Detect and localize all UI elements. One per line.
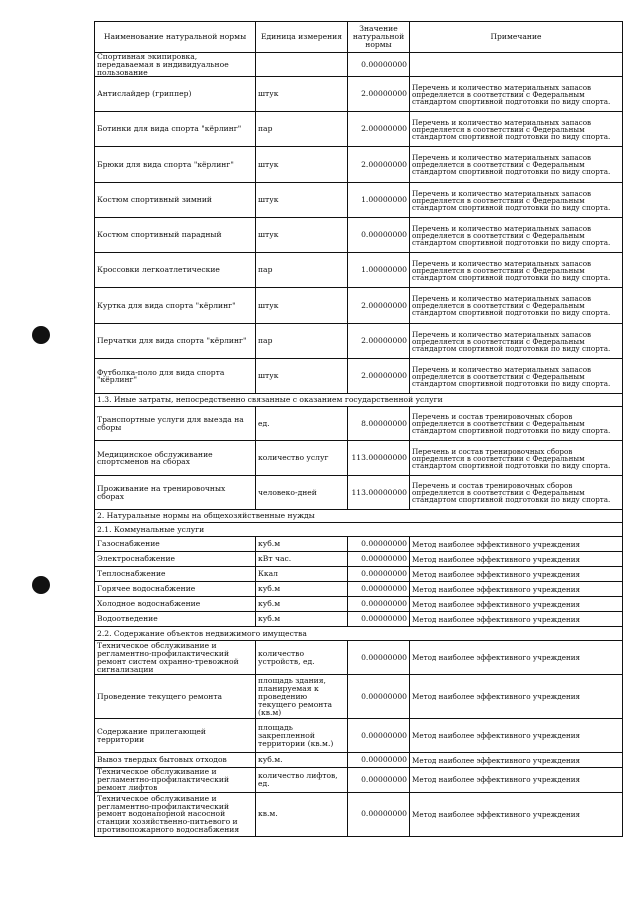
cell-unit: штук <box>256 147 348 183</box>
cell-value: 2.00000000 <box>348 359 410 394</box>
cell-note: Метод наиболее эффективного учреждения <box>410 675 623 719</box>
cell-value: 113.00000000 <box>348 441 410 476</box>
cell-unit: штук <box>256 77 348 112</box>
table-row <box>95 112 623 147</box>
cell-note: Метод наиболее эффективного учреждения <box>410 768 623 792</box>
cell-note: Перечень и состав тренировочных сборов определяется в соответствии с Федеральным стандартом спортивной подготовки по виду спорта. <box>410 407 623 441</box>
cell-unit: куб.м. <box>256 753 348 768</box>
cell-name: Футболка-поло для вида спорта "кёрлинг" <box>95 359 256 394</box>
cell-name: Транспортные услуги для выезда на сборы <box>95 407 256 441</box>
table-row <box>95 792 623 836</box>
cell-unit: пар <box>256 112 348 147</box>
cell-name: Холодное водоснабжение <box>95 597 256 612</box>
cell-unit <box>256 53 348 77</box>
cell-unit: человеко-дней <box>256 476 348 510</box>
cell-value: 2.00000000 <box>348 147 410 183</box>
cell-note: Метод наиболее эффективного учреждения <box>410 567 623 582</box>
cell-note: Перечень и количество материальных запасов определяется в соответствии с Федеральным стандартом спортивной подготовки по виду спорта. <box>410 77 623 112</box>
cell-name: Газоснабжение <box>95 537 256 552</box>
cell-name: Куртка для вида спорта "кёрлинг" <box>95 288 256 324</box>
section-title: 2.1. Коммунальные услуги <box>95 523 623 537</box>
cell-name: Костюм спортивный зимний <box>95 183 256 218</box>
cell-name: Перчатки для вида спорта "кёрлинг" <box>95 324 256 359</box>
cell-value: 0.00000000 <box>348 612 410 627</box>
cell-unit: площадь здания, планируемая к проведению текущего ремонта (кв.м) <box>256 675 348 719</box>
cell-unit: пар <box>256 324 348 359</box>
section-row <box>95 523 623 537</box>
section-title: 2.2. Содержание объектов недвижимого имущества <box>95 627 623 641</box>
cell-name: Медицинское обслуживание спортсменов на сборах <box>95 441 256 476</box>
cell-value: 0.00000000 <box>348 675 410 719</box>
table-row <box>95 537 623 552</box>
header-name: Наименование натуральной нормы <box>95 22 256 53</box>
table-row <box>95 567 623 582</box>
section-row <box>95 627 623 641</box>
punch-hole-top <box>32 326 50 344</box>
section-row <box>95 510 623 523</box>
cell-unit: количество лифтов, ед. <box>256 768 348 792</box>
cell-note: Метод наиболее эффективного учреждения <box>410 537 623 552</box>
cell-value: 1.00000000 <box>348 183 410 218</box>
table-row <box>95 552 623 567</box>
table-row <box>95 183 623 218</box>
cell-unit: пар <box>256 253 348 288</box>
table-row <box>95 675 623 719</box>
cell-value: 0.00000000 <box>348 597 410 612</box>
cell-name: Водоотведение <box>95 612 256 627</box>
header-unit: Единица измерения <box>256 22 348 53</box>
table-row <box>95 597 623 612</box>
table-row <box>95 612 623 627</box>
norms-table <box>94 21 623 837</box>
cell-value: 0.00000000 <box>348 719 410 753</box>
header-row <box>95 22 623 53</box>
cell-name: Электроснабжение <box>95 552 256 567</box>
table-row <box>95 147 623 183</box>
cell-note: Метод наиболее эффективного учреждения <box>410 719 623 753</box>
cell-value: 0.00000000 <box>348 53 410 77</box>
cell-name: Вывоз твердых бытовых отходов <box>95 753 256 768</box>
cell-value: 113.00000000 <box>348 476 410 510</box>
cell-note: Метод наиболее эффективного учреждения <box>410 641 623 675</box>
cell-name: Проживание на тренировочных сборах <box>95 476 256 510</box>
cell-note: Метод наиболее эффективного учреждения <box>410 612 623 627</box>
cell-note: Перечень и количество материальных запасов определяется в соответствии с Федеральным стандартом спортивной подготовки по виду спорта. <box>410 183 623 218</box>
table-row <box>95 476 623 510</box>
table-row <box>95 77 623 112</box>
cell-note: Метод наиболее эффективного учреждения <box>410 597 623 612</box>
cell-unit: площадь закрепленной территории (кв.м.) <box>256 719 348 753</box>
table-row <box>95 53 623 77</box>
cell-value: 0.00000000 <box>348 552 410 567</box>
cell-unit: куб.м <box>256 537 348 552</box>
cell-name: Содержание прилегающей территории <box>95 719 256 753</box>
cell-name: Проведение текущего ремонта <box>95 675 256 719</box>
cell-value: 0.00000000 <box>348 218 410 253</box>
cell-unit: куб.м <box>256 597 348 612</box>
header-value: Значение натуральной нормы <box>348 22 410 53</box>
cell-name: Костюм спортивный парадный <box>95 218 256 253</box>
cell-unit: штук <box>256 183 348 218</box>
cell-note: Перечень и количество материальных запасов определяется в соответствии с Федеральным стандартом спортивной подготовки по виду спорта. <box>410 359 623 394</box>
table-row <box>95 768 623 792</box>
cell-note: Метод наиболее эффективного учреждения <box>410 753 623 768</box>
header-note: Примечание <box>410 22 623 53</box>
table-row <box>95 288 623 324</box>
cell-unit: количество услуг <box>256 441 348 476</box>
cell-value: 2.00000000 <box>348 288 410 324</box>
section-title: 2. Натуральные нормы на общехозяйственные нужды <box>95 510 623 523</box>
cell-name: Ботинки для вида спорта "кёрлинг" <box>95 112 256 147</box>
cell-note: Метод наиболее эффективного учреждения <box>410 582 623 597</box>
cell-unit: кВт час. <box>256 552 348 567</box>
cell-note: Метод наиболее эффективного учреждения <box>410 792 623 836</box>
cell-value: 2.00000000 <box>348 112 410 147</box>
cell-value: 0.00000000 <box>348 641 410 675</box>
cell-note: Перечень и количество материальных запасов определяется в соответствии с Федеральным стандартом спортивной подготовки по виду спорта. <box>410 218 623 253</box>
section-row <box>95 394 623 407</box>
table-row <box>95 324 623 359</box>
table-row <box>95 253 623 288</box>
cell-unit: ед. <box>256 407 348 441</box>
cell-value: 0.00000000 <box>348 792 410 836</box>
cell-value: 0.00000000 <box>348 753 410 768</box>
table-row <box>95 359 623 394</box>
cell-name: Техническое обслуживание и регламентно-профилактический ремонт систем охранно-тревожной сигнализации <box>95 641 256 675</box>
table-row <box>95 407 623 441</box>
table-row <box>95 218 623 253</box>
table-row <box>95 641 623 675</box>
cell-name: Горячее водоснабжение <box>95 582 256 597</box>
cell-name: Теплоснабжение <box>95 567 256 582</box>
cell-value: 2.00000000 <box>348 77 410 112</box>
cell-value: 8.00000000 <box>348 407 410 441</box>
cell-note: Перечень и состав тренировочных сборов определяется в соответствии с Федеральным стандартом спортивной подготовки по виду спорта. <box>410 476 623 510</box>
cell-note: Перечень и состав тренировочных сборов определяется в соответствии с Федеральным стандартом спортивной подготовки по виду спорта. <box>410 441 623 476</box>
cell-value: 0.00000000 <box>348 768 410 792</box>
cell-unit: Ккал <box>256 567 348 582</box>
cell-unit: штук <box>256 359 348 394</box>
cell-value: 0.00000000 <box>348 567 410 582</box>
table-row <box>95 582 623 597</box>
cell-note: Перечень и количество материальных запасов определяется в соответствии с Федеральным стандартом спортивной подготовки по виду спорта. <box>410 112 623 147</box>
cell-note: Перечень и количество материальных запасов определяется в соответствии с Федеральным стандартом спортивной подготовки по виду спорта. <box>410 147 623 183</box>
cell-value: 0.00000000 <box>348 537 410 552</box>
cell-unit: куб.м <box>256 612 348 627</box>
cell-unit: количество устройств, ед. <box>256 641 348 675</box>
punch-hole-bottom <box>32 576 50 594</box>
table-row <box>95 441 623 476</box>
cell-note <box>410 53 623 77</box>
section-title: 1.3. Иные затраты, непосредственно связанные с оказанием государственной услуги <box>95 394 623 407</box>
cell-name: Брюки для вида спорта "кёрлинг" <box>95 147 256 183</box>
cell-note: Метод наиболее эффективного учреждения <box>410 552 623 567</box>
cell-value: 1.00000000 <box>348 253 410 288</box>
cell-name: Спортивная экипировка, передаваемая в индивидуальное пользование <box>95 53 256 77</box>
cell-name: Техническое обслуживание и регламентно-профилактический ремонт водонапорной насосной станции хозяйственно-питьевого и противопожарного водоснабжения <box>95 792 256 836</box>
cell-unit: куб.м <box>256 582 348 597</box>
cell-value: 2.00000000 <box>348 324 410 359</box>
table-row <box>95 753 623 768</box>
cell-note: Перечень и количество материальных запасов определяется в соответствии с Федеральным стандартом спортивной подготовки по виду спорта. <box>410 288 623 324</box>
cell-note: Перечень и количество материальных запасов определяется в соответствии с Федеральным стандартом спортивной подготовки по виду спорта. <box>410 324 623 359</box>
cell-name: Кроссовки легкоатлетические <box>95 253 256 288</box>
cell-unit: кв.м. <box>256 792 348 836</box>
cell-value: 0.00000000 <box>348 582 410 597</box>
cell-name: Техническое обслуживание и регламентно-профилактический ремонт лифтов <box>95 768 256 792</box>
cell-note: Перечень и количество материальных запасов определяется в соответствии с Федеральным стандартом спортивной подготовки по виду спорта. <box>410 253 623 288</box>
cell-unit: штук <box>256 218 348 253</box>
cell-unit: штук <box>256 288 348 324</box>
table-row <box>95 719 623 753</box>
cell-name: Антислайдер (гриппер) <box>95 77 256 112</box>
